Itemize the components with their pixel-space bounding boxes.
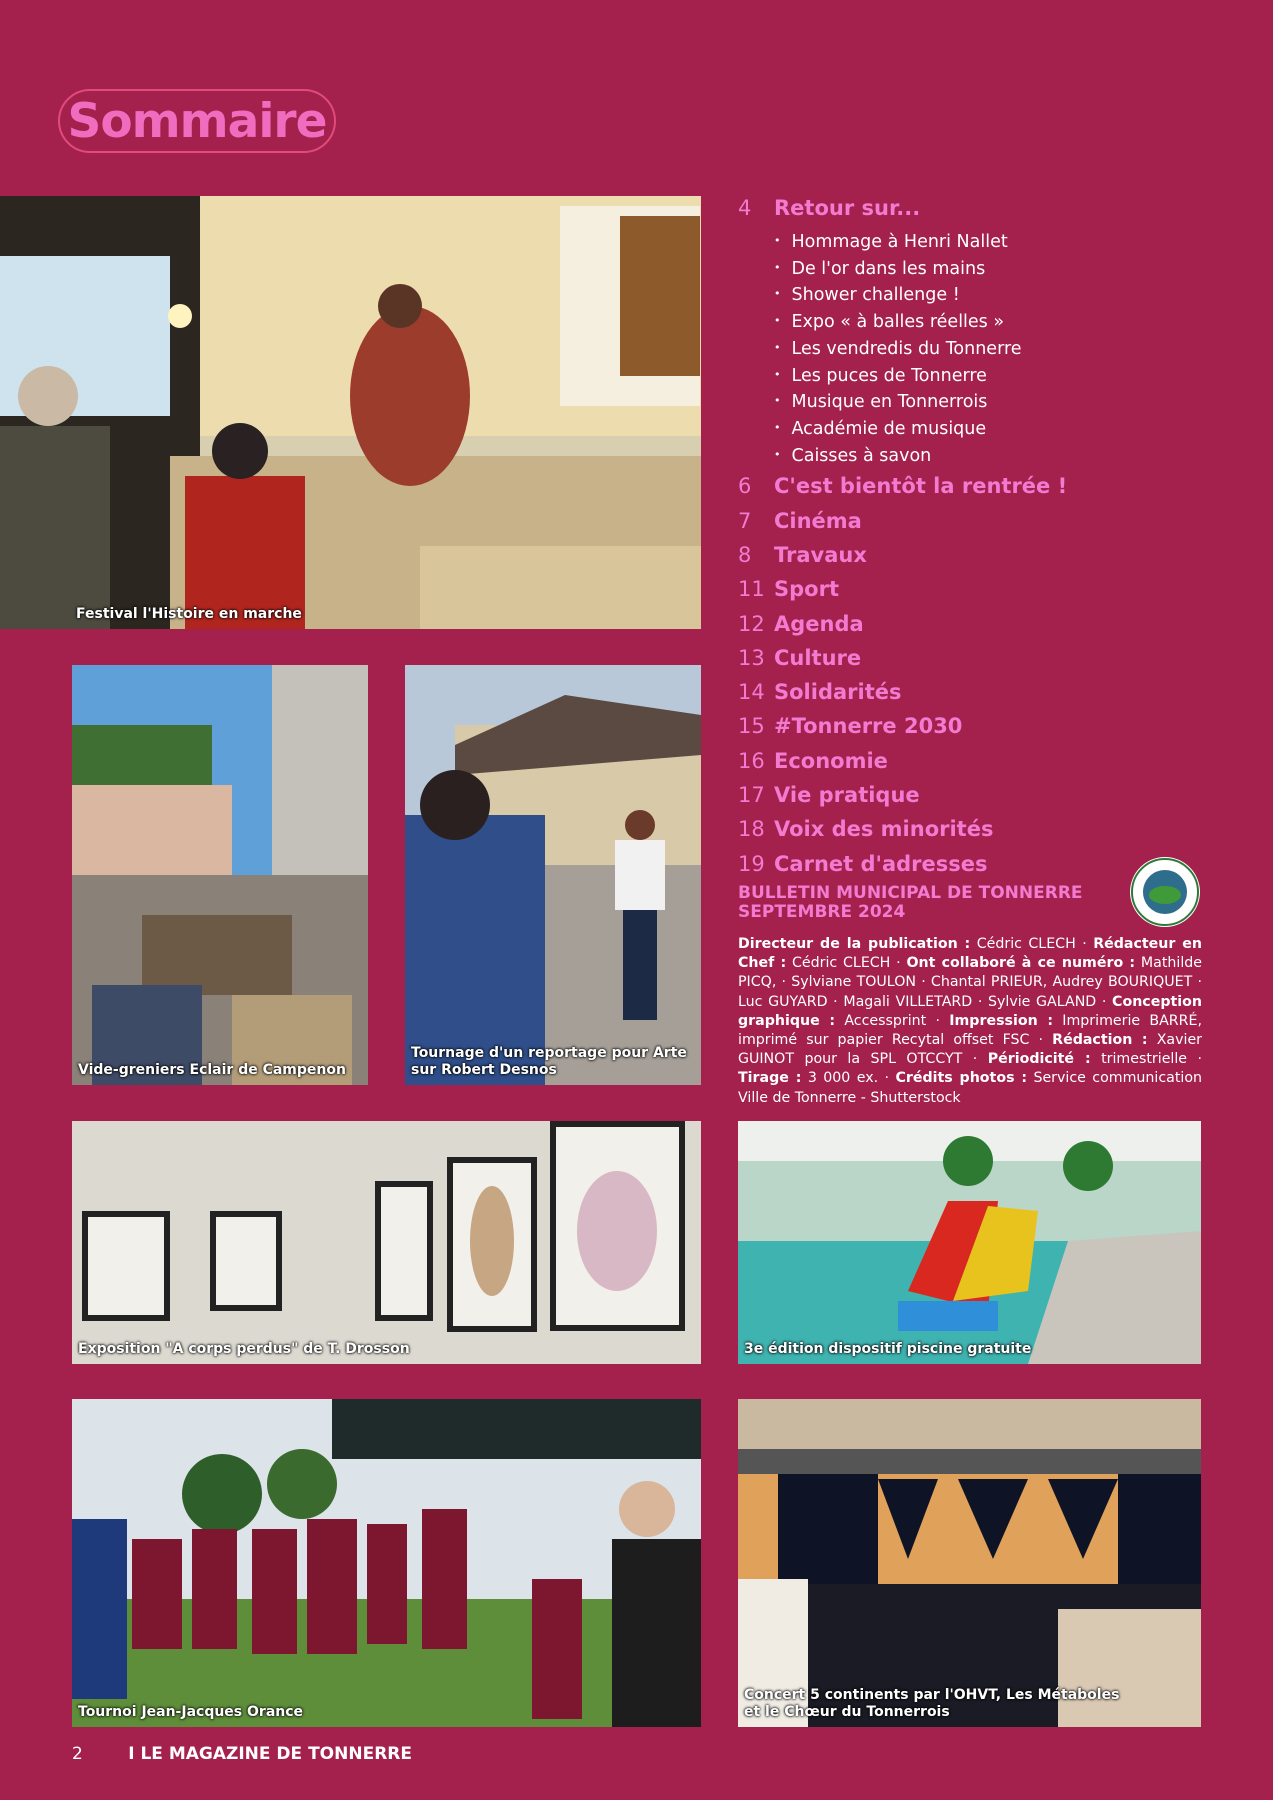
- toc-title: Culture: [774, 645, 862, 670]
- credit-value: Xavier GUINOT pour la SPL OTCCYT ·: [738, 1032, 1203, 1068]
- concert-image: [738, 1399, 1201, 1727]
- toc-entry[interactable]: [738, 509, 1198, 543]
- caption: Tournage d'un reportage pour Arte sur Robert Desnos: [411, 1045, 687, 1078]
- toc-title: Travaux: [774, 542, 867, 567]
- credit-label: Conception graphique :: [738, 993, 1202, 1029]
- badge-graphic: [1130, 857, 1200, 927]
- toc-subitem[interactable]: • Hommage à Henri Nallet: [774, 230, 1198, 257]
- photo-tournoi: [72, 1399, 701, 1727]
- toc-subitem[interactable]: • Les vendredis du Tonnerre: [774, 337, 1198, 364]
- tournoi-image: [72, 1399, 701, 1727]
- photo-tournage: [405, 665, 701, 1085]
- toc-page-number: 19: [738, 851, 765, 876]
- toc-page-number: 6: [738, 474, 752, 499]
- magazine-name: I LE MAGAZINE DE TONNERRE: [128, 1744, 412, 1764]
- toc-title: Economie: [774, 748, 888, 773]
- credit-value: Accessprint ·: [844, 1012, 940, 1029]
- exposition-image: [72, 1121, 701, 1364]
- caption: Vide-greniers Eclair de Campenon: [78, 1062, 346, 1078]
- toc-subitem[interactable]: • Les puces de Tonnerre: [774, 364, 1198, 391]
- toc-title: C'est bientôt la rentrée !: [774, 474, 1068, 499]
- toc-subitem[interactable]: • Académie de musique: [774, 417, 1198, 444]
- bulletin-date: SEPTEMBRE 2024: [738, 902, 906, 922]
- credit-value: Imprimerie BARRÉ, imprimé sur papier Recytal offset FSC ·: [738, 1012, 1202, 1049]
- label-badge-icon: [1130, 857, 1200, 927]
- toc-entry[interactable]: [738, 783, 1198, 817]
- toc-title: Retour sur...: [774, 196, 921, 220]
- toc-page-number: 16: [738, 748, 765, 773]
- credit-label: Ont collaboré à ce numéro :: [906, 955, 1136, 972]
- toc-page-number: 12: [738, 611, 765, 636]
- credit-label: Crédits photos :: [895, 1070, 1028, 1087]
- caption: Exposition "A corps perdus" de T. Drosson: [78, 1341, 410, 1357]
- toc-entry[interactable]: [738, 817, 1198, 851]
- credit-label: Rédaction :: [1052, 1032, 1148, 1049]
- credit-label: Tirage :: [738, 1070, 802, 1087]
- piscine-image: [738, 1121, 1201, 1364]
- vide-greniers-image: [72, 665, 368, 1085]
- toc-page-number: 11: [738, 577, 765, 602]
- credit-value: Cédric CLECH ·: [792, 955, 901, 972]
- credit-value: Mathilde PICQ, · Sylviane TOULON · Chantal PRIEUR, Audrey BOURIQUET · Luc GUYARD · Magali VILLETARD · Sylvie GALAND ·: [738, 955, 1202, 1010]
- credit-label: Périodicité :: [987, 1051, 1091, 1068]
- toc-title: Agenda: [774, 611, 864, 636]
- toc-page-number: 14: [738, 680, 765, 705]
- credits-block: [738, 935, 1202, 1108]
- toc-entry[interactable]: [738, 680, 1198, 714]
- photo-festival: [0, 196, 701, 629]
- toc-entry[interactable]: [738, 577, 1198, 611]
- toc-subitem[interactable]: • De l'or dans les mains: [774, 257, 1198, 284]
- table-of-contents: [738, 196, 1198, 886]
- credit-value: trimestrielle ·: [1101, 1051, 1202, 1068]
- toc-entry[interactable]: [738, 749, 1198, 783]
- caption: Concert 5 continents par l'OHVT, Les Métaboles et le Chœur du Tonnerrois: [744, 1687, 1120, 1720]
- toc-title: Solidarités: [774, 680, 902, 705]
- bulletin-name: BULLETIN MUNICIPAL DE TONNERRE: [738, 883, 1083, 903]
- toc-page-number: 17: [738, 783, 765, 807]
- toc-title: Voix des minorités: [774, 817, 994, 842]
- toc-entry[interactable]: [738, 196, 1198, 228]
- toc-page-number: 15: [738, 714, 765, 739]
- page-title-text: Sommaire: [67, 93, 327, 149]
- toc-entry[interactable]: [738, 714, 1198, 748]
- festival-image: [0, 196, 701, 629]
- toc-entry[interactable]: [738, 543, 1198, 577]
- toc-entry[interactable]: [738, 474, 1198, 508]
- toc-title: Sport: [774, 577, 839, 602]
- toc-sublist: [774, 230, 1198, 470]
- toc-page-number: 8: [738, 542, 752, 567]
- toc-page-number: 18: [738, 817, 765, 842]
- credit-value: Service communication Ville de Tonnerre - Shutterstock: [738, 1070, 1202, 1106]
- toc-page-number: 4: [738, 196, 752, 220]
- credit-value: Cédric CLECH ·: [976, 936, 1087, 952]
- toc-subitem[interactable]: • Shower challenge !: [774, 283, 1198, 310]
- toc-page-number: 13: [738, 645, 765, 670]
- credit-value: 3 000 ex. ·: [807, 1070, 890, 1087]
- credit-label: Impression :: [949, 1012, 1054, 1029]
- caption: 3e édition dispositif piscine gratuite: [744, 1341, 1032, 1357]
- page-number: 2: [72, 1744, 83, 1764]
- page-footer: [72, 1744, 412, 1764]
- credit-label: Directeur de la publication :: [738, 936, 971, 952]
- bulletin-heading: [738, 884, 1108, 922]
- toc-title: Carnet d'adresses: [774, 851, 988, 876]
- credit-label: Rédacteur en Chef :: [738, 936, 1202, 972]
- toc-title: Cinéma: [774, 508, 862, 533]
- toc-title: Vie pratique: [774, 783, 920, 807]
- toc-entry[interactable]: [738, 646, 1198, 680]
- toc-entry[interactable]: [738, 852, 1198, 886]
- page-title: [58, 89, 336, 153]
- photo-piscine: [738, 1121, 1201, 1364]
- photo-concert: [738, 1399, 1201, 1727]
- caption: Festival l'Histoire en marche: [76, 606, 302, 622]
- toc-subitem[interactable]: • Caisses à savon: [774, 444, 1198, 471]
- toc-entry[interactable]: [738, 612, 1198, 646]
- photo-vide-greniers: [72, 665, 368, 1085]
- photo-exposition: [72, 1121, 701, 1364]
- caption: Tournoi Jean-Jacques Orance: [78, 1704, 304, 1720]
- toc-subitem[interactable]: • Musique en Tonnerrois: [774, 390, 1198, 417]
- toc-page-number: 7: [738, 508, 752, 533]
- toc-subitem[interactable]: • Expo « à balles réelles »: [774, 310, 1198, 337]
- toc-title: #Tonnerre 2030: [774, 714, 963, 739]
- tournage-image: [405, 665, 701, 1085]
